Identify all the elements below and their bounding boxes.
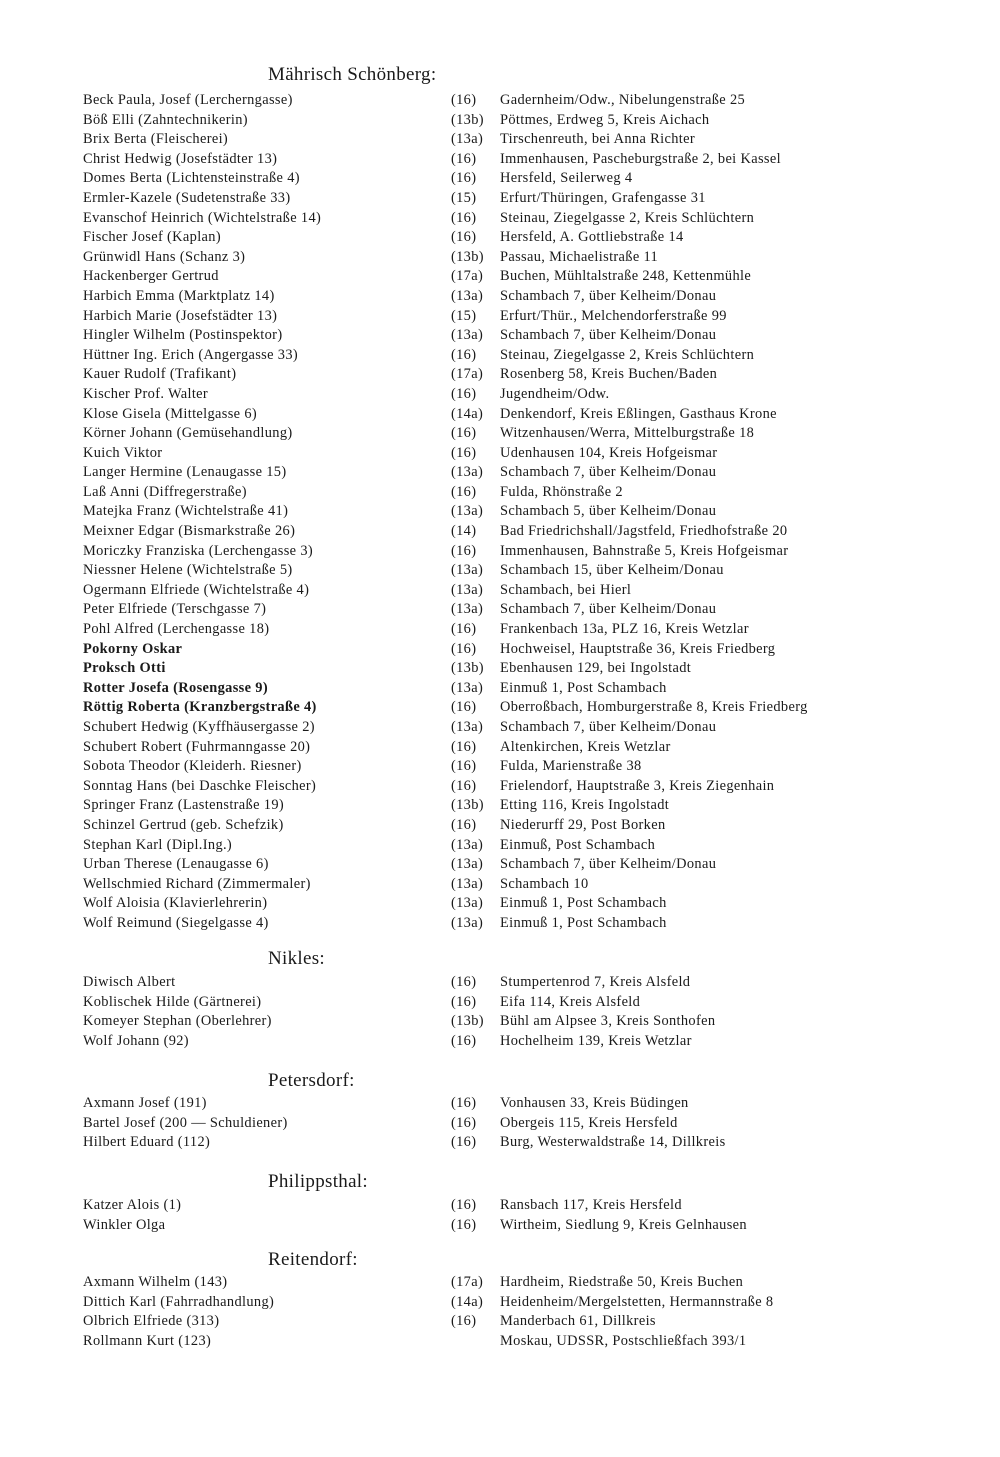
entry-address: Oberroßbach, Homburgerstraße 8, Kreis Friedberg: [500, 699, 808, 716]
entry-code: (16): [451, 1197, 477, 1213]
list-item: [0, 796, 1000, 816]
entry-address: Etting 116, Kreis Ingolstadt: [500, 797, 670, 814]
entry-list: [0, 1094, 1000, 1153]
entry-name: Harbich Marie (Josefstädter 13): [83, 307, 278, 324]
entry-address: Bad Friedrichshall/Jagstfeld, Friedhofstraße 20: [500, 523, 788, 540]
entry-address: Udenhausen 104, Kreis Hofgeismar: [500, 444, 718, 461]
entry-name: Diwisch Albert: [83, 974, 176, 990]
entry-address: Hardheim, Riedstraße 50, Kreis Buchen: [500, 1274, 744, 1290]
list-item: [0, 91, 1000, 111]
entry-name: Beck Paula, Josef (Lercherngasse): [83, 92, 293, 108]
entry-address: Witzenhausen/Werra, Mittelburgstraße 18: [500, 425, 755, 442]
list-item: [0, 698, 1000, 718]
entry-code: (14a): [451, 1293, 484, 1310]
entry-address: Hochelheim 139, Kreis Wetzlar: [500, 1032, 692, 1049]
list-item: [0, 561, 1000, 581]
list-item: [0, 1293, 1000, 1313]
entry-address: Immenhausen, Pascheburgstraße 2, bei Kassel: [500, 150, 781, 167]
entry-code: (16): [451, 209, 477, 226]
entry-address: Steinau, Ziegelgasse 2, Kreis Schlüchtern: [500, 209, 755, 226]
list-item: [0, 130, 1000, 150]
list-item: [0, 679, 1000, 699]
list-item: [0, 326, 1000, 346]
entry-name: Bartel Josef (200 — Schuldiener): [83, 1114, 288, 1131]
entry-name: Sonntag Hans (bei Daschke Fleischer): [83, 777, 317, 794]
list-item: [0, 522, 1000, 542]
entry-code: (16): [451, 1114, 477, 1131]
list-item: [0, 169, 1000, 189]
entry-address: Heidenheim/Mergelstetten, Hermannstraße 8: [500, 1293, 774, 1310]
entry-name: Rollmann Kurt (123): [83, 1332, 212, 1349]
entry-name: Moriczky Franziska (Lerchengasse 3): [83, 542, 314, 559]
entry-address: Einmuß 1, Post Schambach: [500, 895, 667, 912]
section-heading: Reitendorf:: [268, 1249, 358, 1270]
entry-address: Burg, Westerwaldstraße 14, Dillkreis: [500, 1134, 726, 1151]
entry-address: Rosenberg 58, Kreis Buchen/Baden: [500, 366, 718, 383]
list-item: [0, 993, 1000, 1013]
entry-address: Schambach 7, über Kelheim/Donau: [500, 327, 717, 344]
entry-address: Denkendorf, Kreis Eßlingen, Gasthaus Krone: [500, 405, 777, 422]
entry-code: (16): [451, 1032, 477, 1049]
list-item: [0, 248, 1000, 268]
entry-name: Winkler Olga: [83, 1216, 166, 1233]
list-item: [0, 1094, 1000, 1114]
entry-code: (14a): [451, 405, 484, 422]
entry-code: (15): [451, 307, 477, 324]
entry-name: Pokorny Oskar: [83, 640, 183, 657]
entry-name: Wolf Johann (92): [83, 1032, 189, 1049]
entry-code: (14): [451, 523, 477, 540]
entry-name: Katzer Alois (1): [83, 1197, 182, 1213]
list-item: [0, 483, 1000, 503]
list-item: [0, 894, 1000, 914]
entry-name: Hüttner Ing. Erich (Angergasse 33): [83, 346, 299, 363]
entry-code: (16): [451, 444, 477, 461]
entry-code: (13a): [451, 503, 484, 520]
entry-name: Niessner Helene (Wichtelstraße 5): [83, 562, 293, 579]
entry-address: Schambach 7, über Kelheim/Donau: [500, 287, 717, 304]
entry-name: Ogermann Elfriede (Wichtelstraße 4): [83, 581, 310, 598]
list-item: [0, 757, 1000, 777]
list-item: [0, 1114, 1000, 1134]
entry-address: Buchen, Mühltalstraße 248, Kettenmühle: [500, 268, 752, 285]
entry-code: (13a): [451, 679, 484, 696]
entry-code: (13a): [451, 836, 484, 853]
entry-address: Pöttmes, Erdweg 5, Kreis Aichach: [500, 111, 710, 128]
list-item: [0, 346, 1000, 366]
list-item: [0, 267, 1000, 287]
entry-address: Schambach, bei Hierl: [500, 581, 632, 598]
entry-address: Wirtheim, Siedlung 9, Kreis Gelnhausen: [500, 1216, 747, 1233]
entry-name: Fischer Josef (Kaplan): [83, 229, 221, 246]
list-item: [0, 287, 1000, 307]
list-item: [0, 1312, 1000, 1332]
entry-code: (16): [451, 621, 477, 638]
entry-name: Grünwidl Hans (Schanz 3): [83, 248, 246, 265]
entry-address: Tirschenreuth, bei Anna Richter: [500, 131, 695, 148]
list-item: [0, 385, 1000, 405]
entry-name: Ermler-Kazele (Sudetenstraße 33): [83, 189, 291, 206]
entry-name: Springer Franz (Lastenstraße 19): [83, 797, 285, 814]
entry-address: Immenhausen, Bahnstraße 5, Kreis Hofgeismar: [500, 542, 789, 559]
entry-address: Eifa 114, Kreis Alsfeld: [500, 993, 641, 1010]
entry-code: (16): [451, 640, 477, 657]
entry-address: Einmuß, Post Schambach: [500, 836, 656, 853]
list-item: [0, 600, 1000, 620]
list-item: [0, 738, 1000, 758]
entry-name: Schubert Hedwig (Kyffhäusergasse 2): [83, 719, 315, 735]
entry-name: Rotter Josefa (Rosengasse 9): [83, 679, 268, 696]
entry-list: [0, 91, 1000, 934]
entry-name: Proksch Otti: [83, 660, 166, 677]
entry-name: Schubert Robert (Fuhrmanngasse 20): [83, 738, 311, 755]
entry-address: Vonhausen 33, Kreis Büdingen: [500, 1095, 689, 1111]
entry-name: Evanschof Heinrich (Wichtelstraße 14): [83, 209, 322, 226]
entry-address: Schambach 7, über Kelheim/Donau: [500, 719, 717, 735]
list-item: [0, 1133, 1000, 1153]
entry-name: Matejka Franz (Wichtelstraße 41): [83, 503, 289, 520]
entry-address: Passau, Michaelistraße 11: [500, 248, 659, 265]
entry-code: (13b): [451, 248, 484, 265]
entry-code: (13a): [451, 719, 484, 735]
list-item: [0, 581, 1000, 601]
entry-code: (16): [451, 425, 477, 442]
entry-code: (16): [451, 993, 477, 1010]
entry-name: Laß Anni (Diffregerstraße): [83, 483, 247, 500]
section-heading: Mährisch Schönberg:: [268, 64, 437, 85]
list-item: [0, 228, 1000, 248]
entry-name: Stephan Karl (Dipl.Ing.): [83, 836, 233, 853]
list-item: [0, 424, 1000, 444]
list-item: [0, 777, 1000, 797]
entry-address: Ebenhausen 129, bei Ingolstadt: [500, 660, 692, 677]
entry-code: (13b): [451, 111, 484, 128]
entry-code: (13a): [451, 914, 484, 931]
entry-name: Wellschmied Richard (Zimmermaler): [83, 875, 311, 892]
list-item: [0, 855, 1000, 875]
entry-address: Hersfeld, Seilerweg 4: [500, 170, 633, 187]
entry-code: (16): [451, 816, 477, 833]
entry-code: (13a): [451, 131, 484, 148]
entry-name: Axmann Wilhelm (143): [83, 1274, 228, 1290]
entry-code: (16): [451, 92, 477, 108]
entry-address: Frielendorf, Hauptstraße 3, Kreis Ziegenhain: [500, 777, 775, 794]
entry-list: [0, 973, 1000, 1051]
entry-code: (13b): [451, 1013, 484, 1030]
list-item: [0, 973, 1000, 993]
entry-list: [0, 1273, 1000, 1351]
entry-code: (16): [451, 1134, 477, 1151]
entry-code: (16): [451, 777, 477, 794]
entry-name: Peter Elfriede (Terschgasse 7): [83, 601, 267, 618]
entry-address: Frankenbach 13a, PLZ 16, Kreis Wetzlar: [500, 621, 749, 638]
entry-code: (13a): [451, 875, 484, 892]
entry-address: Fulda, Rhönstraße 2: [500, 483, 623, 500]
entry-name: Kischer Prof. Walter: [83, 385, 209, 402]
list-item: [0, 502, 1000, 522]
entry-name: Axmann Josef (191): [83, 1095, 207, 1111]
entry-code: (16): [451, 1216, 477, 1233]
entry-code: (17a): [451, 1274, 484, 1290]
entry-address: Erfurt/Thüringen, Grafengasse 31: [500, 189, 706, 206]
entry-code: (17a): [451, 366, 484, 383]
entry-name: Langer Hermine (Lenaugasse 15): [83, 464, 287, 481]
entry-name: Meixner Edgar (Bismarkstraße 26): [83, 523, 296, 540]
section-heading: Philippsthal:: [268, 1171, 368, 1192]
entry-name: Brix Berta (Fleischerei): [83, 131, 229, 148]
entry-address: Hochweisel, Hauptstraße 36, Kreis Friedberg: [500, 640, 776, 657]
list-item: [0, 875, 1000, 895]
entry-name: Urban Therese (Lenaugasse 6): [83, 856, 269, 873]
entry-name: Klose Gisela (Mittelgasse 6): [83, 405, 258, 422]
entry-name: Koblischek Hilde (Gärtnerei): [83, 993, 262, 1010]
list-item: [0, 209, 1000, 229]
list-item: [0, 307, 1000, 327]
entry-code: (16): [451, 699, 477, 716]
entry-address: Schambach 5, über Kelheim/Donau: [500, 503, 717, 520]
entry-address: Schambach 7, über Kelheim/Donau: [500, 464, 717, 481]
entry-code: (16): [451, 346, 477, 363]
list-item: [0, 365, 1000, 385]
entry-code: (13a): [451, 287, 484, 304]
entry-name: Komeyer Stephan (Oberlehrer): [83, 1013, 272, 1030]
entry-name: Röttig Roberta (Kranzbergstraße 4): [83, 699, 317, 716]
list-item: [0, 405, 1000, 425]
list-item: [0, 463, 1000, 483]
list-item: [0, 189, 1000, 209]
entry-address: Hersfeld, A. Gottliebstraße 14: [500, 229, 684, 246]
list-item: [0, 1332, 1000, 1352]
list-item: [0, 1273, 1000, 1293]
entry-name: Kauer Rudolf (Trafikant): [83, 366, 237, 383]
entry-address: Niederurff 29, Post Borken: [500, 816, 666, 833]
entry-name: Wolf Reimund (Siegelgasse 4): [83, 914, 269, 931]
entry-address: Bühl am Alpsee 3, Kreis Sonthofen: [500, 1013, 716, 1030]
entry-address: Einmuß 1, Post Schambach: [500, 914, 667, 931]
entry-address: Einmuß 1, Post Schambach: [500, 679, 667, 696]
entry-address: Fulda, Marienstraße 38: [500, 758, 642, 775]
entry-name: Wolf Aloisia (Klavierlehrerin): [83, 895, 268, 912]
entry-code: (16): [451, 229, 477, 246]
list-item: [0, 1032, 1000, 1052]
entry-code: (13a): [451, 895, 484, 912]
entry-code: (16): [451, 1095, 477, 1111]
entry-address: Schambach 10: [500, 875, 589, 892]
entry-name: Domes Berta (Lichtensteinstraße 4): [83, 170, 300, 187]
list-item: [0, 816, 1000, 836]
entry-name: Körner Johann (Gemüsehandlung): [83, 425, 293, 442]
entry-address: Schambach 7, über Kelheim/Donau: [500, 856, 717, 873]
entry-name: Pohl Alfred (Lerchengasse 18): [83, 621, 270, 638]
entry-address: Stumpertenrod 7, Kreis Alsfeld: [500, 974, 691, 990]
entry-name: Böß Elli (Zahntechnikerin): [83, 111, 248, 128]
entry-address: Steinau, Ziegelgasse 2, Kreis Schlüchtern: [500, 346, 755, 363]
entry-address: Jugendheim/Odw.: [500, 385, 610, 402]
entry-address: Schambach 15, über Kelheim/Donau: [500, 562, 724, 579]
section-heading: Nikles:: [268, 948, 325, 969]
entry-code: (13a): [451, 327, 484, 344]
entry-code: (13a): [451, 601, 484, 618]
entry-address: Gadernheim/Odw., Nibelungenstraße 25: [500, 92, 746, 108]
entry-code: (16): [451, 483, 477, 500]
entry-address: Obergeis 115, Kreis Hersfeld: [500, 1114, 678, 1131]
entry-name: Olbrich Elfriede (313): [83, 1313, 220, 1330]
entry-address: Ransbach 117, Kreis Hersfeld: [500, 1197, 682, 1213]
entry-name: Sobota Theodor (Kleiderh. Riesner): [83, 758, 302, 775]
list-item: [0, 620, 1000, 640]
list-item: [0, 659, 1000, 679]
entry-code: (16): [451, 758, 477, 775]
entry-name: Christ Hedwig (Josefstädter 13): [83, 150, 278, 167]
list-item: [0, 1196, 1000, 1216]
entry-address: Manderbach 61, Dillkreis: [500, 1313, 656, 1330]
entry-address: Altenkirchen, Kreis Wetzlar: [500, 738, 671, 755]
entry-code: (16): [451, 1313, 477, 1330]
entry-list: [0, 1196, 1000, 1235]
entry-code: (17a): [451, 268, 484, 285]
entry-name: Harbich Emma (Marktplatz 14): [83, 287, 275, 304]
entry-address: Moskau, UDSSR, Postschließfach 393/1: [500, 1332, 747, 1349]
entry-code: (16): [451, 974, 477, 990]
entry-code: (16): [451, 542, 477, 559]
entry-code: (16): [451, 738, 477, 755]
entry-code: (13a): [451, 856, 484, 873]
entry-code: (13a): [451, 581, 484, 598]
list-item: [0, 150, 1000, 170]
entry-name: Dittich Karl (Fahrradhandlung): [83, 1293, 275, 1310]
section-heading: Petersdorf:: [268, 1070, 355, 1091]
entry-name: Hilbert Eduard (112): [83, 1134, 211, 1151]
entry-code: (13a): [451, 562, 484, 579]
entry-code: (16): [451, 170, 477, 187]
list-item: [0, 542, 1000, 562]
entry-code: (15): [451, 189, 477, 206]
entry-address: Erfurt/Thür., Melchendorferstraße 99: [500, 307, 727, 324]
list-item: [0, 1216, 1000, 1236]
entry-code: (16): [451, 385, 477, 402]
entry-code: (13b): [451, 660, 484, 677]
entry-name: Hackenberger Gertrud: [83, 268, 219, 285]
entry-name: Kuich Viktor: [83, 444, 163, 461]
entry-name: Hingler Wilhelm (Postinspektor): [83, 327, 283, 344]
entry-address: Schambach 7, über Kelheim/Donau: [500, 601, 717, 618]
list-item: [0, 1012, 1000, 1032]
list-item: [0, 836, 1000, 856]
list-item: [0, 444, 1000, 464]
entry-code: (13a): [451, 464, 484, 481]
entry-code: (13b): [451, 797, 484, 814]
list-item: [0, 640, 1000, 660]
list-item: [0, 718, 1000, 738]
entry-name: Schinzel Gertrud (geb. Schefzik): [83, 816, 284, 833]
list-item: [0, 914, 1000, 934]
list-item: [0, 111, 1000, 131]
entry-code: (16): [451, 150, 477, 167]
